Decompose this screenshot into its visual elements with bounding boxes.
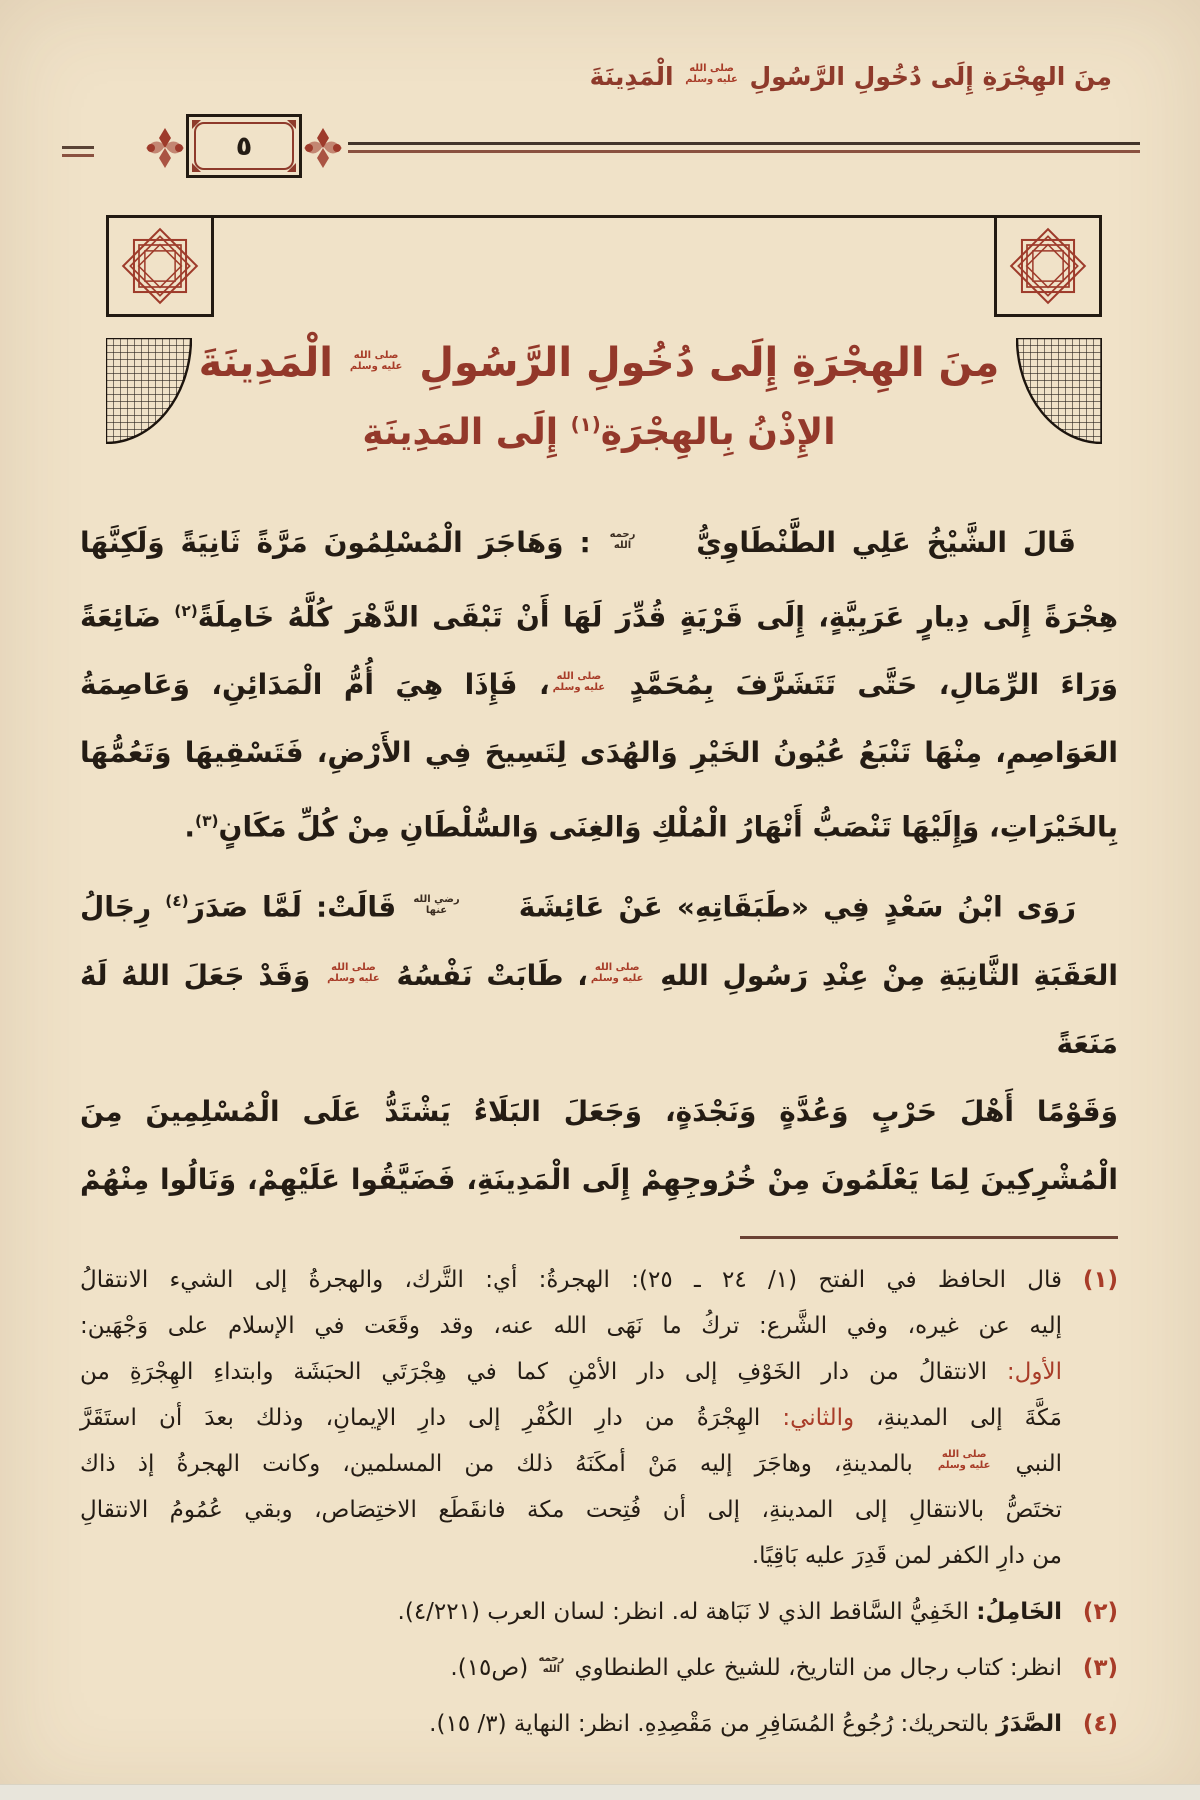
footnote-ref: (١): [570, 413, 601, 436]
footnote-line: النبي صلى الله عليه وسلم بالمدينةِ، وهاجَرَ إليه مَنْ أمكَنَهُ ذلك من المسلمين، وكانت الهجرةُ إذ ذاك: [80, 1449, 1063, 1477]
footnote-separator-row: [80, 1236, 1118, 1239]
page-number-row: [0, 112, 1200, 182]
pbuh-mark: صلى الله عليه وسلم: [685, 63, 738, 85]
footnote-marker: (١): [1082, 1266, 1118, 1293]
footnote-item: [80, 1589, 1118, 1635]
eight-point-star-icon: [117, 224, 203, 308]
footnote-line: تختَصُّ بالانتقالِ إلى المدينةِ، إلى أن فُتِحت مكة فانقَطَع الاختِصَاص، وبقي عُمُومُ الانتقالِ: [80, 1496, 1062, 1523]
footnote-separator: [740, 1236, 1118, 1239]
rahimahullah-mark: رحمه الله: [538, 1653, 565, 1676]
pbuh-mark: صلى الله عليه وسلم: [590, 961, 644, 984]
paragraph: [80, 509, 1118, 862]
chapter-subtitle: الإِذْنُ بِالهِجْرَةِ$^{(١)}$ إِلَى المَدِينَةِ: [362, 412, 836, 453]
body-line: العَقَبَةِ الثَّانِيَةِ مِنْ عِنْدِ رَسُولِ اللهِ صلى الله عليه وسلم ، طَابَتْ نَفْسُهُ صلى الله عليه وسلم وَقَدْ جَعَلَ اللهُ لَهُ مَنَعَةً: [80, 958, 1119, 1060]
body-line: العَوَاصِمِ، مِنْهَا تَنْبَعُ عُيُونُ الخَيْرِ وَالهُدَى لِتَسِيحَ فِي الأَرْضِ، فَتَسْقِيهَا وَتَعُمُّهَا: [80, 736, 1118, 770]
star-ornament-box-right: [994, 215, 1102, 317]
footnote-marker: (٤): [1082, 1710, 1118, 1737]
footnote-line: مَكَّةَ إلى المدينةِ، والثاني: الهِجْرَةُ من دارِ الكُفْرِ إلى دارِ الإيمانِ، وذلك بعدَ أن استَقَرَّ: [80, 1404, 1063, 1431]
body-line: وَرَاءَ الرِّمَالِ، حَتَّى تَتَشَرَّفَ بِمُحَمَّدٍ صلى الله عليه وسلم ، فَإِذَا هِيَ أُمُّ الْمَدَائِنِ، وَعَاصِمَةُ: [80, 668, 1118, 702]
footnote-line: الصَّدَرُ بالتحريك: رُجُوعُ المُسَافِرِ من مَقْصِدِهِ. انظر: النهاية (٣/ ١٥).: [429, 1710, 1062, 1737]
chapter-title: مِنَ الهِجْرَةِ إِلَى دُخُولِ الرَّسُولِ صلى الله عليه وسلم الْمَدِينَةَ: [198, 340, 1000, 386]
chapter-band-line: [106, 215, 1102, 218]
footnote-line: الخَامِلُ: الخَفِيُّ السَّاقط الذي لا نَبَاهة له. انظر: لسان العرب (٤/٢٢١).: [397, 1598, 1062, 1625]
body-line: هِجْرَةً إِلَى دِيارٍ عَرَبِيَّةٍ، إِلَى قَرْيَةٍ قُدِّرَ لَهَا أَنْ تَبْقَى الدَّهْرَ كُلَّهُ خَامِلَةً$^{(٢)}$ ضَائِعَةً: [80, 600, 1118, 634]
footnote-marker: (٢): [1082, 1598, 1118, 1625]
page-content: [80, 336, 1118, 1747]
eight-point-star-icon: [1005, 224, 1091, 308]
page-number: ٥: [235, 130, 253, 162]
footnote-line: إليه عن غيره، وفي الشَّرع: تركُ ما نَهَى الله عنه، وقد وقَعَت في الإسلام على وَجْهَين:: [80, 1312, 1062, 1339]
footnote-marker: (٣): [1082, 1654, 1118, 1681]
running-header: مِنَ الهِجْرَةِ إِلَى دُخُولِ الرَّسُولِ صلى الله عليه وسلم الْمَدِينَةَ: [589, 62, 1112, 91]
headword: الصَّدَرُ: [996, 1710, 1062, 1737]
equals-rule-mark: [62, 146, 94, 157]
headword: الخَامِلُ:: [976, 1598, 1062, 1625]
footnote-line: من دارِ الكفر لمن قَدِرَ عليه بَاقِيًا.: [751, 1542, 1062, 1569]
pbuh-mark: صلى الله عليه وسلم: [349, 350, 403, 372]
footnote-text: [80, 1589, 1062, 1635]
star-ornament-box-left: [106, 215, 214, 317]
footnote-text: [80, 1701, 1062, 1747]
highlighted-word: الأول:: [1006, 1358, 1062, 1385]
page-number-box: [186, 114, 302, 178]
pbuh-mark: صلى الله عليه وسلم: [327, 961, 380, 984]
footnote-line: قال الحافظ في الفتح (١/ ٢٤ ـ ٢٥): الهجرةُ: أي: التَّرك، والهجرةُ إلى الشيء الانتقالُ: [80, 1266, 1063, 1293]
footnote-line: الأول: الانتقالُ من دار الخَوْفِ إلى دار الأمْنِ كما في هِجْرَتَي الحبَشَة وابتداءِ الهِجْرَةِ من: [80, 1358, 1062, 1385]
body-text: [80, 509, 1118, 1214]
body-line: وَقَوْمًا أَهْلَ حَرْبٍ وَعُدَّةٍ وَنَجْدَةٍ، وَجَعَلَ البَلَاءُ يَشْتَدُّ عَلَى الْمُسْلِمِينَ مِنَ: [80, 1094, 1118, 1128]
footnote-item: [80, 1645, 1118, 1691]
footnote-line: انظر: كتاب رجال من التاريخ، للشيخ علي الطنطاوي رحمه الله (ص١٥).: [450, 1653, 1062, 1681]
pbuh-mark: صلى الله عليه وسلم: [937, 1449, 991, 1472]
body-line: الْمُشْرِكِينَ لِمَا يَعْلَمُونَ مِنْ خُرُوجِهِمْ إِلَى الْمَدِينَةِ، فَضَيَّقُوا عَلَيْهِمْ، وَنَالُوا مِنْهُمْ: [80, 1162, 1118, 1196]
radiallahu-anha-mark: رضي الله عنها: [413, 893, 460, 916]
footnote-item: [80, 1257, 1118, 1579]
body-line: قَالَ الشَّيْخُ عَلِي الطَّنْطَاوِيُّ رحمه الله : وَهَاجَرَ الْمُسْلِمُونَ مَرَّةً ثَانِيَةً وَلَكِنَّهَا: [80, 525, 1077, 559]
paragraph: [80, 867, 1118, 1213]
footnote-ref: (٢): [174, 601, 198, 620]
footnotes: [80, 1257, 1118, 1747]
rahimahullah-mark: رحمه الله: [609, 528, 636, 551]
page-edge-shadow: [0, 1784, 1200, 1800]
footnote-ref: (٤): [165, 892, 189, 911]
footnote-item: [80, 1701, 1118, 1747]
pbuh-mark: صلى الله عليه وسلم: [552, 671, 606, 694]
footnote-text: [80, 1257, 1062, 1579]
footnote-ref: (٣): [195, 812, 219, 831]
footnote-text: [80, 1645, 1062, 1691]
body-line: بِالخَيْرَاتِ، وَإِلَيْهَا تَنْصَبُّ أَنْهَارُ الْمُلْكِ وَالغِنَى وَالسُّلْطَانِ مِنْ كُلِّ مَكَانٍ$^{(٣)}$.: [184, 810, 1118, 844]
floral-ornament-icon: [142, 122, 188, 174]
highlighted-word: والثاني:: [782, 1404, 855, 1431]
body-line: رَوَى ابْنُ سَعْدٍ فِي «طَبَقَاتِهِ» عَنْ عَائِشَةَ رضي الله عنها قَالَتْ: لَمَّا صَدَرَ$^{(٤)}$ رِجَالُ: [80, 890, 1077, 924]
floral-ornament-icon: [300, 122, 346, 174]
header-double-rule: [348, 142, 1140, 153]
